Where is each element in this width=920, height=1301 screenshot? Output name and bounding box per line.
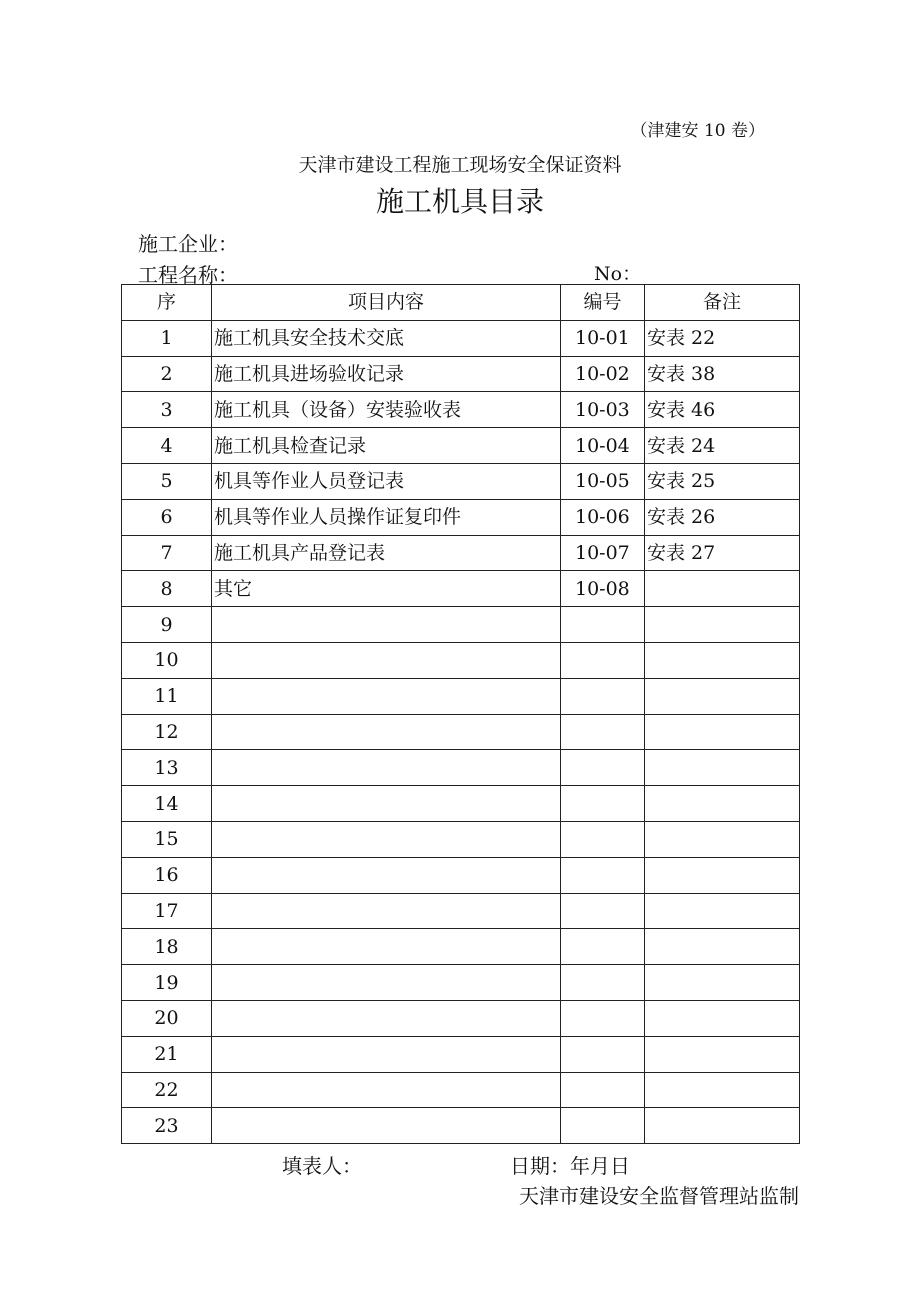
number-label: No： <box>594 263 642 285</box>
table-row <box>122 786 800 822</box>
row-remark-cell <box>645 750 800 786</box>
row-content-cell: 其它 <box>212 571 561 607</box>
row-remark-cell: 安表 38 <box>645 356 800 392</box>
row-content-cell <box>212 857 561 893</box>
row-seq-cell: 23 <box>122 1108 212 1144</box>
column-header-code: 编号 <box>561 285 645 321</box>
row-remark-cell <box>645 642 800 678</box>
row-content-cell <box>212 965 561 1001</box>
row-seq-cell: 20 <box>122 1000 212 1036</box>
row-code-cell: 10-07 <box>561 535 645 571</box>
row-content-cell <box>212 750 561 786</box>
row-seq-cell: 17 <box>122 893 212 929</box>
equipment-catalog-table <box>121 284 800 1144</box>
row-remark-cell <box>645 571 800 607</box>
table-row <box>122 392 800 428</box>
table-row <box>122 499 800 535</box>
row-content-cell <box>212 642 561 678</box>
row-seq-cell: 9 <box>122 607 212 643</box>
row-code-cell <box>561 786 645 822</box>
row-content-cell <box>212 821 561 857</box>
row-remark-cell <box>645 607 800 643</box>
row-content-cell <box>212 678 561 714</box>
company-label: 施工企业： <box>138 232 238 256</box>
table-row <box>122 929 800 965</box>
row-code-cell: 10-06 <box>561 499 645 535</box>
row-content-cell <box>212 1036 561 1072</box>
row-remark-cell: 安表 26 <box>645 499 800 535</box>
row-code-cell <box>561 893 645 929</box>
row-remark-cell <box>645 929 800 965</box>
table-row <box>122 463 800 499</box>
table-row <box>122 1000 800 1036</box>
row-code-cell <box>561 821 645 857</box>
row-remark-cell: 安表 22 <box>645 320 800 356</box>
row-remark-cell <box>645 678 800 714</box>
page-title: 施工机具目录 <box>375 185 544 218</box>
row-seq-cell: 19 <box>122 965 212 1001</box>
table-row <box>122 642 800 678</box>
table-header-row <box>122 285 800 321</box>
row-content-cell <box>212 1000 561 1036</box>
row-content-cell: 施工机具检查记录 <box>212 428 561 464</box>
row-content-cell <box>212 714 561 750</box>
row-seq-cell: 13 <box>122 750 212 786</box>
column-header-content: 项目内容 <box>212 285 561 321</box>
row-code-cell <box>561 607 645 643</box>
row-content-cell <box>212 929 561 965</box>
table-row <box>122 356 800 392</box>
table-row <box>122 857 800 893</box>
row-seq-cell: 22 <box>122 1072 212 1108</box>
table-row <box>122 678 800 714</box>
row-seq-cell: 16 <box>122 857 212 893</box>
row-remark-cell <box>645 857 800 893</box>
row-seq-cell: 11 <box>122 678 212 714</box>
row-seq-cell: 18 <box>122 929 212 965</box>
date-label: 日期：年月日 <box>510 1154 630 1178</box>
row-content-cell: 施工机具产品登记表 <box>212 535 561 571</box>
row-code-cell <box>561 750 645 786</box>
row-content-cell: 机具等作业人员登记表 <box>212 463 561 499</box>
row-remark-cell: 安表 27 <box>645 535 800 571</box>
table-row <box>122 571 800 607</box>
column-header-remark: 备注 <box>645 285 800 321</box>
row-remark-cell: 安表 25 <box>645 463 800 499</box>
row-code-cell <box>561 1000 645 1036</box>
row-remark-cell <box>645 1108 800 1144</box>
row-seq-cell: 8 <box>122 571 212 607</box>
row-remark-cell <box>645 893 800 929</box>
row-content-cell <box>212 607 561 643</box>
row-code-cell <box>561 965 645 1001</box>
row-remark-cell <box>645 1000 800 1036</box>
table-row <box>122 714 800 750</box>
table-row <box>122 965 800 1001</box>
row-content-cell <box>212 1108 561 1144</box>
row-content-cell: 机具等作业人员操作证复印件 <box>212 499 561 535</box>
row-content-cell <box>212 1072 561 1108</box>
row-remark-cell <box>645 1036 800 1072</box>
table-row <box>122 320 800 356</box>
row-code-cell: 10-02 <box>561 356 645 392</box>
row-seq-cell: 3 <box>122 392 212 428</box>
table-row <box>122 893 800 929</box>
row-remark-cell <box>645 821 800 857</box>
table-row <box>122 1072 800 1108</box>
row-code-cell <box>561 1108 645 1144</box>
row-seq-cell: 1 <box>122 320 212 356</box>
issuer-label: 天津市建设安全监督管理站监制 <box>519 1184 799 1208</box>
row-content-cell: 施工机具安全技术交底 <box>212 320 561 356</box>
row-seq-cell: 21 <box>122 1036 212 1072</box>
project-name-label: 工程名称： <box>138 263 238 287</box>
row-content-cell: 施工机具进场验收记录 <box>212 356 561 392</box>
table-row <box>122 1036 800 1072</box>
row-seq-cell: 7 <box>122 535 212 571</box>
table-row <box>122 750 800 786</box>
row-remark-cell <box>645 965 800 1001</box>
table-row <box>122 1108 800 1144</box>
row-code-cell <box>561 678 645 714</box>
row-seq-cell: 6 <box>122 499 212 535</box>
filler-label: 填表人： <box>282 1154 362 1178</box>
table-row <box>122 535 800 571</box>
row-code-cell <box>561 714 645 750</box>
row-remark-cell: 安表 24 <box>645 428 800 464</box>
row-seq-cell: 5 <box>122 463 212 499</box>
row-code-cell: 10-01 <box>561 320 645 356</box>
row-code-cell <box>561 929 645 965</box>
row-remark-cell <box>645 1072 800 1108</box>
row-content-cell: 施工机具（设备）安装验收表 <box>212 392 561 428</box>
table-row <box>122 821 800 857</box>
row-code-cell <box>561 1072 645 1108</box>
row-seq-cell: 4 <box>122 428 212 464</box>
row-code-cell: 10-08 <box>561 571 645 607</box>
column-header-seq: 序 <box>122 285 212 321</box>
table-row <box>122 428 800 464</box>
row-seq-cell: 15 <box>122 821 212 857</box>
row-code-cell <box>561 1036 645 1072</box>
row-code-cell: 10-03 <box>561 392 645 428</box>
volume-label: （津建安 10 卷） <box>630 121 765 141</box>
row-content-cell <box>212 786 561 822</box>
row-code-cell: 10-05 <box>561 463 645 499</box>
organization-title: 天津市建设工程施工现场安全保证资料 <box>298 154 622 176</box>
table-row <box>122 607 800 643</box>
row-code-cell: 10-04 <box>561 428 645 464</box>
row-code-cell <box>561 857 645 893</box>
row-remark-cell: 安表 46 <box>645 392 800 428</box>
row-content-cell <box>212 893 561 929</box>
row-seq-cell: 12 <box>122 714 212 750</box>
row-seq-cell: 10 <box>122 642 212 678</box>
row-code-cell <box>561 642 645 678</box>
row-remark-cell <box>645 714 800 750</box>
row-seq-cell: 14 <box>122 786 212 822</box>
row-seq-cell: 2 <box>122 356 212 392</box>
row-remark-cell <box>645 786 800 822</box>
